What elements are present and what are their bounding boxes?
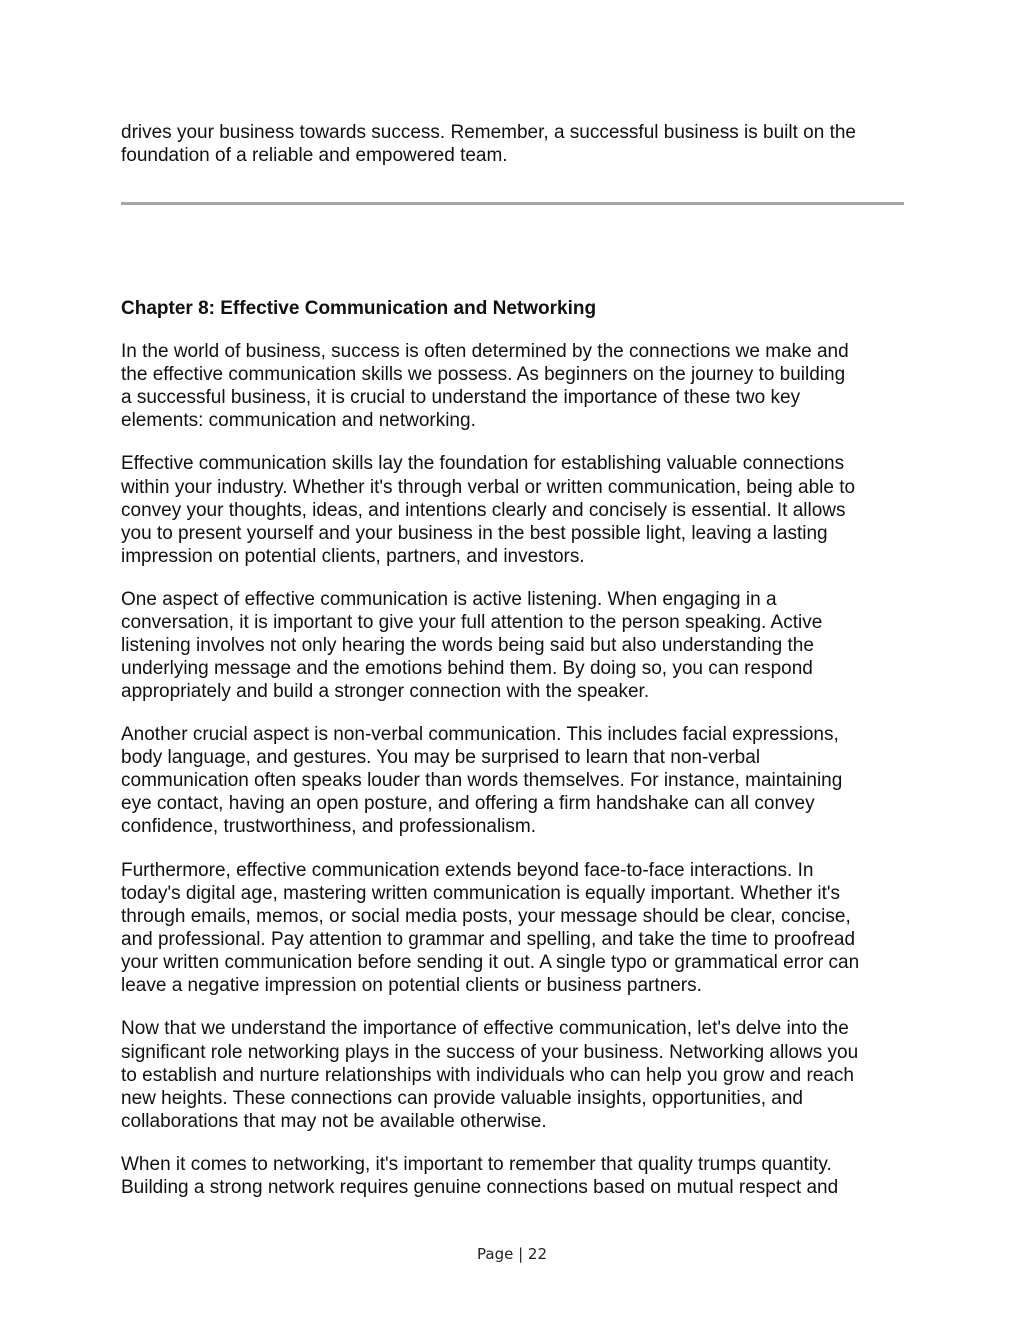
paragraph-line: appropriately and build a stronger connection with the speaker. [121,681,650,702]
paragraph-line: elements: communication and networking. [121,410,476,431]
paragraph-line: and professional. Pay attention to grammar and spelling, and take the time to proofread [121,929,856,950]
intro-line: drives your business towards success. Remember, a successful business is built on the [121,122,856,143]
paragraph-line: confidence, trustworthiness, and professionalism. [121,816,537,837]
paragraph-line: to establish and nurture relationships with individuals who can help you grow and reach [121,1065,854,1086]
page-number-footer: Page | 22 [477,1245,547,1263]
paragraph-line: today's digital age, mastering written communication is equally important. Whether it's [121,883,841,904]
paragraph-line: One aspect of effective communication is active listening. When engaging in a [121,589,777,610]
paragraph-line: listening involves not only hearing the words being said but also understanding the [121,635,814,656]
paragraph-line: eye contact, having an open posture, and offering a firm handshake can all convey [121,793,815,814]
section-divider [121,202,904,205]
paragraph-line: Effective communication skills lay the foundation for establishing valuable connections [121,453,845,474]
paragraph-line: Now that we understand the importance of effective communication, let's delve into the [121,1018,849,1039]
paragraph-line: your written communication before sending it out. A single typo or grammatical error can [121,952,860,973]
paragraph-line: convey your thoughts, ideas, and intentions clearly and concisely is essential. It allows [121,500,846,521]
paragraph-line: through emails, memos, or social media posts, your message should be clear, concise, [121,906,851,927]
chapter-title: Chapter 8: Effective Communication and Networking [121,298,597,319]
paragraph-line: impression on potential clients, partners, and investors. [121,546,585,567]
paragraph-line: conversation, it is important to give your full attention to the person speaking. Active [121,612,823,633]
paragraph-line: a successful business, it is crucial to understand the importance of these two key [121,387,801,408]
paragraph-line: significant role networking plays in the success of your business. Networking allows you [121,1042,859,1063]
intro-line: foundation of a reliable and empowered team. [121,145,508,166]
paragraph-line: In the world of business, success is often determined by the connections we make and [121,341,849,362]
paragraph-line: Furthermore, effective communication extends beyond face-to-face interactions. In [121,860,814,881]
paragraph-line: within your industry. Whether it's through verbal or written communication, being able to [121,477,856,498]
paragraph-line: communication often speaks louder than words themselves. For instance, maintaining [121,770,843,791]
paragraph-line: Another crucial aspect is non-verbal communication. This includes facial expressions, [121,724,839,745]
paragraph-line: leave a negative impression on potential clients or business partners. [121,975,702,996]
paragraph-line: body language, and gestures. You may be surprised to learn that non-verbal [121,747,761,768]
paragraph-line: the effective communication skills we possess. As beginners on the journey to building [121,364,846,385]
paragraph-line: Building a strong network requires genuine connections based on mutual respect and [121,1177,839,1198]
paragraph-line: When it comes to networking, it's important to remember that quality trumps quantity. [121,1154,832,1175]
paragraph-line: new heights. These connections can provide valuable insights, opportunities, and [121,1088,803,1109]
paragraph-line: collaborations that may not be available otherwise. [121,1111,547,1132]
paragraph-line: you to present yourself and your business in the best possible light, leaving a lasting [121,523,828,544]
paragraph-line: underlying message and the emotions behind them. By doing so, you can respond [121,658,813,679]
